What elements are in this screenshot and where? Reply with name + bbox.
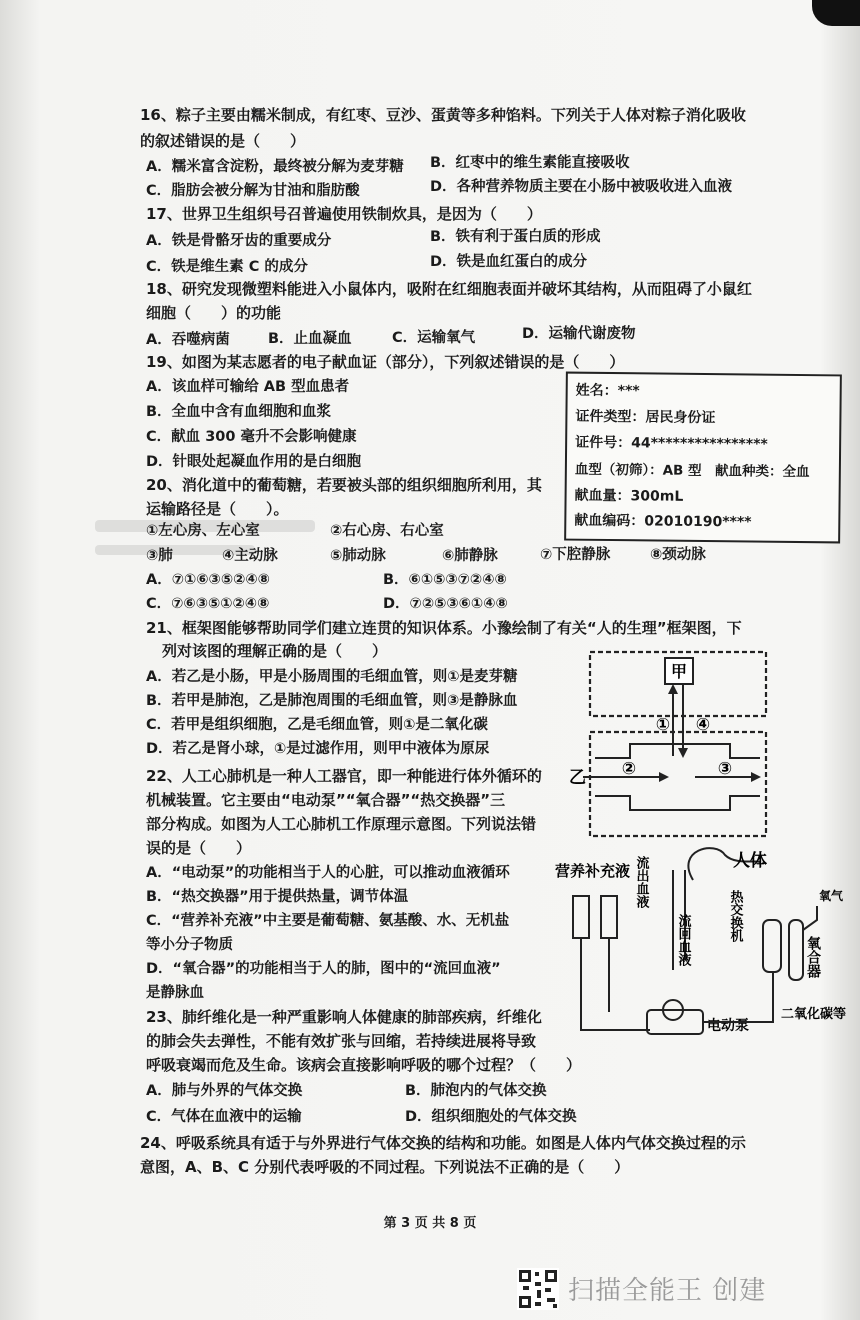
q22-option-d-1: D．“氧合器”的功能相当于人的肺，图中的“流回血液” <box>146 961 501 977</box>
q22-line-2: 机械装置。它主要由“电动泵”“氧合器”“热交换器”三 <box>146 791 506 809</box>
label-outflow: 流出血液 <box>633 856 649 908</box>
card-id-number: 证件号：44**************** <box>575 434 768 453</box>
scanner-watermark: 扫描全能王 创建 <box>568 1276 767 1306</box>
q21-option-d: D．若乙是肾小球，①是过滤作用，则甲中液体为原尿 <box>146 741 490 757</box>
q20-item-1: ①左心房、左心室 <box>146 523 260 539</box>
q22-option-c-2: 等小分子物质 <box>146 937 233 953</box>
pump-to-oxygenator <box>703 972 773 1022</box>
arrowhead-left-flow <box>659 772 669 782</box>
lower-dashed-box <box>590 732 766 836</box>
q24-line-1: 24、呼吸系统具有适于与外界进行气体交换的结构和功能。如图是人体内气体交换过程的示 <box>140 1134 746 1152</box>
label-4: ④ <box>695 715 711 735</box>
q20-option-d: D．⑦②⑤③⑥①④⑧ <box>383 596 508 612</box>
q19-option-a: A．该血样可输给 AB 型血患者 <box>146 379 350 395</box>
q20-stem-2: 运输路径是（ ）。 <box>146 500 289 518</box>
q19-option-b: B．全血中含有血细胞和血浆 <box>146 404 332 420</box>
q23-line-1: 23、肺纤维化是一种严重影响人体健康的肺部疾病，纤维化 <box>146 1008 542 1026</box>
q16-option-c: C．脂肪会被分解为甘油和脂肪酸 <box>146 183 360 199</box>
q19-option-c: C．献血 300 毫升不会影响健康 <box>146 429 357 445</box>
q22-option-a: A．“电动泵”的功能相当于人的心脏，可以推动血液循环 <box>146 865 510 881</box>
q23-line-2: 的肺会失去弹性，不能有效扩张与回缩，若持续进展将导致 <box>146 1032 537 1050</box>
label-nutrition: 营养补充液 <box>555 862 631 880</box>
label-1: ① <box>655 715 671 735</box>
q19-option-d: D．针眼处起凝血作用的是白细胞 <box>146 454 362 470</box>
q18-option-c: C．运输氧气 <box>392 330 476 346</box>
q20-item-4: ④主动脉 <box>222 548 278 564</box>
q20-option-a: A．⑦①⑥③⑤②④⑧ <box>146 572 270 588</box>
label-body: 人体 <box>733 851 767 871</box>
q19-stem: 19、如图为某志愿者的电子献血证（部分），下列叙述错误的是（ ） <box>146 353 625 371</box>
q18-option-a: A．吞噬病菌 <box>146 332 230 348</box>
heart-lung-machine-diagram <box>555 840 855 1040</box>
q17-option-d: D．铁是血红蛋白的成分 <box>430 254 588 270</box>
q18-stem-1: 18、研究发现微塑料能进入小鼠体内，吸附在红细胞表面并破坏其结构，从而阻碍了小鼠红 <box>146 280 752 298</box>
q22-option-d-2: 是静脉血 <box>146 985 204 1001</box>
q23-option-b: B．肺泡内的气体交换 <box>405 1083 547 1099</box>
label-co2: 二氧化碳等 <box>781 1007 847 1022</box>
blood-donation-card <box>564 372 842 544</box>
q23-option-c: C．气体在血液中的运输 <box>146 1109 302 1125</box>
q18-option-d: D．运输代谢废物 <box>522 326 636 342</box>
physiology-frame-diagram <box>555 646 775 846</box>
q16-stem-2: 的叙述错误的是（ ） <box>140 132 306 150</box>
pump-body <box>647 1010 703 1034</box>
label-pump: 电动泵 <box>707 1018 749 1034</box>
vessel-upper-wall <box>595 744 760 758</box>
page-footer: 第 3 页 共 8 页 <box>383 1216 477 1231</box>
q17-option-c: C．铁是维生素 C 的成分 <box>146 259 308 275</box>
q17-option-a: A．铁是骨骼牙齿的重要成分 <box>146 233 332 249</box>
qr-code-icon <box>517 1268 559 1310</box>
q16-option-a: A．糯米富含淀粉，最终被分解为麦芽糖 <box>146 159 404 175</box>
q17-option-b: B．铁有利于蛋白质的形成 <box>430 229 601 245</box>
q16-option-d: D．各种营养物质主要在小肠中被吸收进入血液 <box>430 179 733 195</box>
label-3: ③ <box>717 759 733 779</box>
label-oxygen: 氧气 <box>819 889 844 903</box>
card-id-type: 证件类型：居民身份证 <box>575 408 716 427</box>
page-corner-shadow <box>812 0 860 26</box>
q22-option-b: B．“热交换器”用于提供热量，调节体温 <box>146 889 409 905</box>
q21-option-b: B．若甲是肺泡，乙是肺泡周围的毛细血管，则③是静脉血 <box>146 693 518 709</box>
oxygenator-chamber-2 <box>789 920 803 980</box>
q18-stem-2: 细胞（ ）的功能 <box>146 304 282 322</box>
q20-option-b: B．⑥①⑤③⑦②④⑧ <box>383 572 507 588</box>
q16-stem-1: 16、粽子主要由糯米制成，有红枣、豆沙、蛋黄等多种馅料。下列关于人体对粽子消化吸收 <box>140 106 746 124</box>
card-amount: 献血量：300mL <box>574 487 684 505</box>
q20-item-3: ③肺 <box>146 548 173 564</box>
q21-stem-1: 21、框架图能够帮助同学们建立连贯的知识体系。小豫绘制了有关“人的生理”框架图，下 <box>146 619 742 637</box>
q20-item-6: ⑥肺静脉 <box>442 548 498 564</box>
nutrition-bag-2 <box>601 896 617 938</box>
q20-item-5: ⑤肺动脉 <box>330 548 386 564</box>
label-2: ② <box>621 759 637 779</box>
arrowhead-right-flow <box>751 772 761 782</box>
label-returnflow: 流回血液 <box>675 914 691 966</box>
q20-stem-1: 20、消化道中的葡萄糖，若要被头部的组织细胞所利用，其 <box>146 476 542 494</box>
q20-item-2: ②右心房、右心室 <box>330 523 444 539</box>
q21-option-c: C．若甲是组织细胞，乙是毛细血管，则①是二氧化碳 <box>146 717 488 733</box>
q20-item-8: ⑧颈动脉 <box>650 547 706 563</box>
q16-option-b: B．红枣中的维生素能直接吸收 <box>430 155 630 171</box>
arrowhead-down <box>678 748 688 758</box>
arrowhead-up <box>668 684 678 694</box>
q22-line-1: 22、人工心肺机是一种人工器官，即一种能进行体外循环的 <box>146 767 542 785</box>
vessel-lower-wall <box>595 796 760 810</box>
q23-option-d: D．组织细胞处的气体交换 <box>405 1109 577 1125</box>
oxygenator-chamber-1 <box>763 920 781 972</box>
q18-option-b: B．止血凝血 <box>268 331 352 347</box>
q21-option-a: A．若乙是小肠，甲是小肠周围的毛细血管，则①是麦芽糖 <box>146 669 518 685</box>
q20-item-7: ⑦下腔静脉 <box>540 547 611 563</box>
q22-line-4: 误的是（ ） <box>146 839 252 857</box>
nutrition-bag-1 <box>573 896 589 938</box>
q22-option-c-1: C．“营养补充液”中主要是葡萄糖、氨基酸、水、无机盐 <box>146 913 510 929</box>
q22-line-3: 部分构成。如图为人工心肺机工作原理示意图。下列说法错 <box>146 815 537 833</box>
label-heat-exchanger: 热交换机 <box>727 890 743 942</box>
q21-stem-2: 列对该图的理解正确的是（ ） <box>162 642 388 660</box>
card-name: 姓名：*** <box>575 382 640 400</box>
q23-option-a: A．肺与外界的气体交换 <box>146 1083 303 1099</box>
label-oxygenator: 氧合器 <box>805 936 821 978</box>
q17-stem: 17、世界卫生组织号召普遍使用铁制炊具，是因为（ ） <box>146 205 542 223</box>
card-code: 献血编码：02010190**** <box>574 512 752 531</box>
nutrition-line <box>581 1020 650 1030</box>
q23-line-3: 呼吸衰竭而危及生命。该病会直接影响呼吸的哪个过程？（ ） <box>146 1056 582 1074</box>
label-jia: 甲 <box>670 662 688 681</box>
q24-line-2: 意图，A、B、C 分别代表呼吸的不同过程。下列说法不正确的是（ ） <box>140 1158 630 1176</box>
label-yi: 乙 <box>569 768 586 788</box>
oxygen-inlet <box>803 906 817 930</box>
q20-option-c: C．⑦⑥③⑤①②④⑧ <box>146 596 270 612</box>
card-blood-type: 血型（初筛）：AB 型 献血种类：全血 <box>574 461 810 481</box>
